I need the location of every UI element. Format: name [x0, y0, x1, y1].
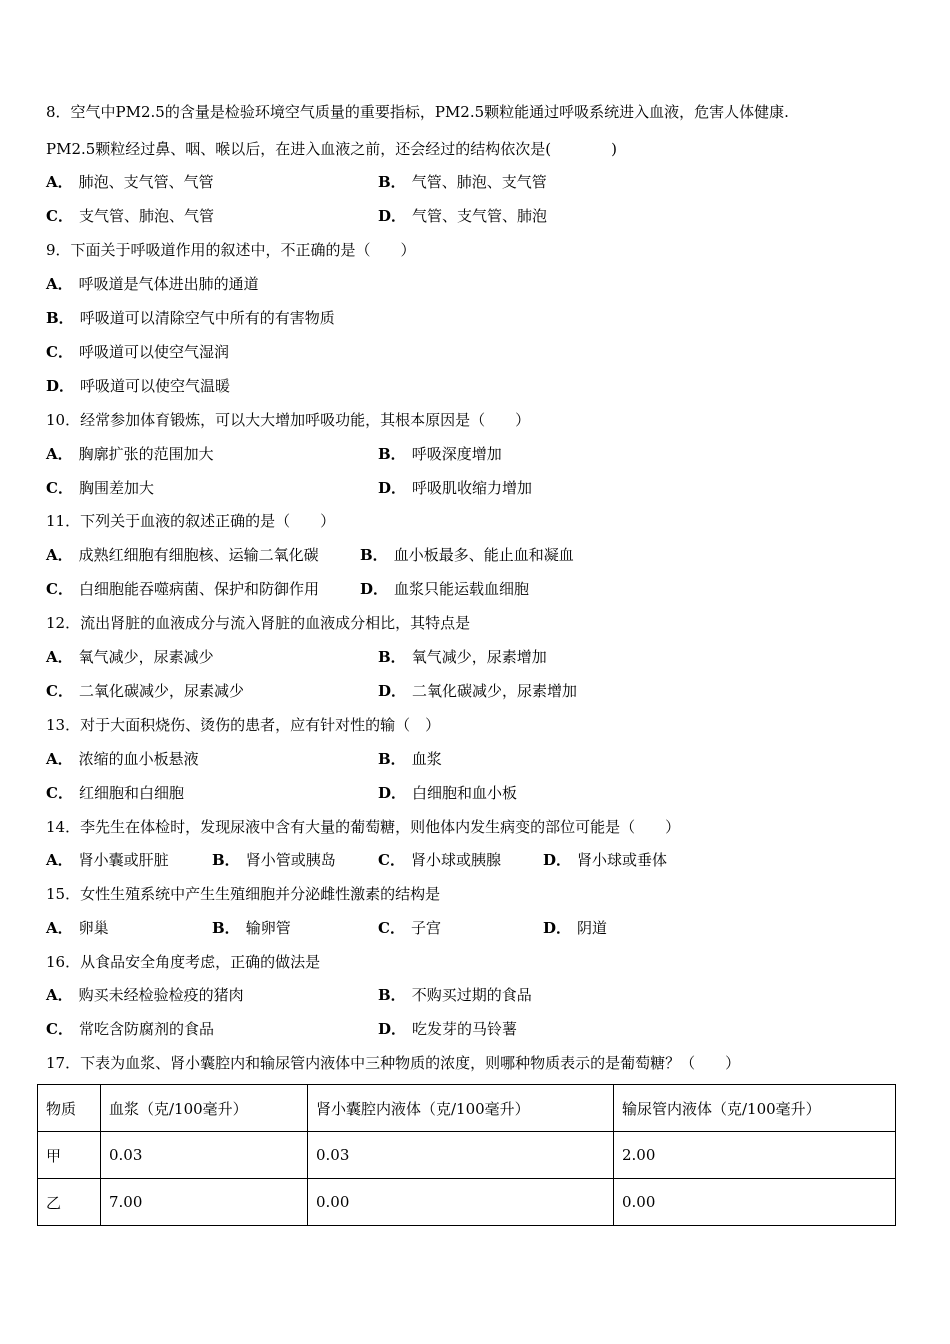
question-14-option-b[interactable] [212, 850, 336, 870]
option-text: 肺泡、支气管、气管 [78, 173, 214, 191]
question-10-option-d[interactable] [378, 478, 532, 498]
question-8-stem-line-2: PM2.5颗粒经过鼻、咽、喉以后，在进入血液之前，还会经过的结构依次是( ) [46, 140, 618, 158]
option-label: C． [46, 682, 73, 700]
question-15-option-b[interactable] [212, 918, 291, 938]
option-text: 血浆只能运载血细胞 [394, 580, 530, 598]
question-13-option-a[interactable] [46, 749, 199, 769]
option-label: D． [378, 1020, 407, 1038]
option-label: C． [46, 784, 73, 802]
question-16-option-d[interactable] [378, 1019, 517, 1039]
question-14-option-a[interactable] [46, 850, 169, 870]
concentration-table [37, 1084, 896, 1226]
table-cell: 0.03 [101, 1132, 308, 1179]
table-header-cell: 物质 [38, 1085, 101, 1132]
option-text: 呼吸肌收缩力增加 [412, 479, 533, 497]
table-cell: 甲 [38, 1132, 101, 1179]
question-11-option-b[interactable] [360, 545, 574, 565]
option-label: C． [46, 479, 73, 497]
table-cell: 2.00 [614, 1132, 896, 1179]
option-label: D． [46, 377, 75, 395]
question-8-option-d[interactable] [378, 206, 547, 226]
option-label: A． [46, 919, 73, 937]
option-label: B． [378, 173, 406, 191]
option-text: 购买未经检验检疫的猪肉 [78, 986, 244, 1004]
question-9-option-b[interactable] [46, 308, 335, 328]
option-label: C． [46, 1020, 73, 1038]
option-text: 常吃含防腐剂的食品 [78, 1020, 214, 1038]
option-label: A． [46, 173, 73, 191]
option-label: A． [46, 275, 73, 293]
question-13-option-b[interactable] [378, 749, 442, 769]
question-11-option-a[interactable] [46, 545, 319, 565]
question-16-option-a[interactable] [46, 985, 244, 1005]
question-11-option-d[interactable] [360, 579, 529, 599]
option-text: 红细胞和白细胞 [78, 784, 184, 802]
question-13-stem: 13．对于大面积烧伤、烫伤的患者，应有针对性的输（ ） [46, 716, 441, 734]
option-text: 氧气减少，尿素增加 [411, 648, 547, 666]
option-text: 气管、肺泡、支气管 [411, 173, 547, 191]
option-label: B． [378, 445, 406, 463]
question-9-option-a[interactable] [46, 274, 259, 294]
option-label: B． [378, 986, 406, 1004]
question-10-option-c[interactable] [46, 478, 154, 498]
question-14-stem: 14．李先生在体检时，发现尿液中含有大量的葡萄糖，则他体内发生病变的部位可能是（ ） [46, 818, 681, 836]
question-8-stem-line-1: 8．空气中PM2.5的含量是检验环境空气质量的重要指标，PM2.5颗粒能通过呼吸系统进入血液，危害人体健康. [46, 103, 789, 121]
option-label: C． [378, 919, 405, 937]
question-9-stem: 9．下面关于呼吸道作用的叙述中，不正确的是（ ） [46, 241, 416, 259]
table-cell: 7.00 [101, 1179, 308, 1226]
table-header-cell: 血浆（克/100毫升） [101, 1085, 308, 1132]
option-text: 支气管、肺泡、气管 [78, 207, 214, 225]
option-text: 肾小球或垂体 [577, 851, 668, 869]
question-11-option-c[interactable] [46, 579, 319, 599]
question-12-option-d[interactable] [378, 681, 577, 701]
option-text: 阴道 [577, 919, 608, 937]
question-8-option-c[interactable] [46, 206, 214, 226]
table-cell: 0.00 [614, 1179, 896, 1226]
option-label: A． [46, 445, 73, 463]
option-text: 血浆 [411, 750, 442, 768]
option-text: 卵巢 [78, 919, 109, 937]
option-text: 二氧化碳减少，尿素增加 [412, 682, 578, 700]
option-label: D． [543, 919, 572, 937]
question-15-option-d[interactable] [543, 918, 607, 938]
option-label: D． [378, 207, 407, 225]
question-14-option-d[interactable] [543, 850, 667, 870]
table-cell: 0.03 [308, 1132, 614, 1179]
option-label: B． [212, 851, 240, 869]
option-label: C． [378, 851, 405, 869]
option-text: 血小板最多、能止血和凝血 [393, 546, 574, 564]
option-label: A． [46, 750, 73, 768]
option-text: 呼吸道可以清除空气中所有的有害物质 [79, 309, 335, 327]
option-label: B． [378, 750, 406, 768]
option-text: 不购买过期的食品 [411, 986, 532, 1004]
question-10-stem: 10．经常参加体育锻炼，可以大大增加呼吸功能，其根本原因是（ ） [46, 411, 531, 429]
option-label: D． [360, 580, 389, 598]
option-text: 呼吸道是气体进出肺的通道 [78, 275, 259, 293]
option-text: 二氧化碳减少，尿素减少 [78, 682, 244, 700]
option-text: 呼吸道可以使空气温暖 [80, 377, 231, 395]
option-text: 输卵管 [245, 919, 291, 937]
option-label: A． [46, 986, 73, 1004]
option-label: C． [46, 207, 73, 225]
question-8-option-b[interactable] [378, 172, 547, 192]
option-text: 肾小球或胰腺 [410, 851, 501, 869]
question-9-option-d[interactable] [46, 376, 230, 396]
option-text: 肾小管或胰岛 [245, 851, 336, 869]
option-label: D． [378, 682, 407, 700]
option-text: 浓缩的血小板悬液 [78, 750, 199, 768]
option-text: 呼吸深度增加 [411, 445, 502, 463]
question-16-option-c[interactable] [46, 1019, 214, 1039]
question-12-option-c[interactable] [46, 681, 244, 701]
option-text: 白细胞能吞噬病菌、保护和防御作用 [78, 580, 319, 598]
table-row [38, 1132, 896, 1179]
question-12-stem: 12．流出肾脏的血液成分与流入肾脏的血液成分相比，其特点是 [46, 614, 471, 632]
option-text: 气管、支气管、肺泡 [412, 207, 548, 225]
option-label: B． [46, 309, 74, 327]
table-cell: 乙 [38, 1179, 101, 1226]
option-label: A． [46, 546, 73, 564]
question-15-option-c[interactable] [378, 918, 441, 938]
question-15-option-a[interactable] [46, 918, 109, 938]
option-text: 子宫 [410, 919, 441, 937]
option-label: D． [378, 784, 407, 802]
option-label: A． [46, 851, 73, 869]
question-17-stem: 17．下表为血浆、肾小囊腔内和输尿管内液体中三种物质的浓度，则哪种物质表示的是葡萄糖？（ ） [46, 1054, 741, 1072]
option-text: 成熟红细胞有细胞核、运输二氧化碳 [78, 546, 319, 564]
question-10-option-a[interactable] [46, 444, 214, 464]
question-12-option-a[interactable] [46, 647, 214, 667]
option-label: B． [378, 648, 406, 666]
question-15-stem: 15．女性生殖系统中产生生殖细胞并分泌雌性激素的结构是 [46, 885, 441, 903]
table-header-cell: 输尿管内液体（克/100毫升） [614, 1085, 896, 1132]
question-8-option-a[interactable] [46, 172, 214, 192]
table-cell: 0.00 [308, 1179, 614, 1226]
question-14-option-c[interactable] [378, 850, 501, 870]
option-text: 吃发芽的马铃薯 [412, 1020, 518, 1038]
option-text: 白细胞和血小板 [412, 784, 518, 802]
table-header-row [38, 1085, 896, 1132]
question-13-option-c[interactable] [46, 783, 184, 803]
option-label: B． [360, 546, 388, 564]
option-text: 肾小囊或肝脏 [78, 851, 169, 869]
option-text: 胸廓扩张的范围加大 [78, 445, 214, 463]
question-11-stem: 11．下列关于血液的叙述正确的是（ ） [46, 512, 336, 530]
option-text: 胸围差加大 [78, 479, 154, 497]
option-label: C． [46, 343, 73, 361]
option-label: D． [543, 851, 572, 869]
question-16-stem: 16．从食品安全角度考虑，正确的做法是 [46, 953, 321, 971]
option-text: 氧气减少，尿素减少 [78, 648, 214, 666]
table-row [38, 1179, 896, 1226]
option-text: 呼吸道可以使空气湿润 [78, 343, 229, 361]
question-9-option-c[interactable] [46, 342, 229, 362]
option-label: D． [378, 479, 407, 497]
question-16-option-b[interactable] [378, 985, 532, 1005]
option-label: C． [46, 580, 73, 598]
option-label: A． [46, 648, 73, 666]
question-10-option-b[interactable] [378, 444, 502, 464]
question-12-option-b[interactable] [378, 647, 547, 667]
table-header-cell: 肾小囊腔内液体（克/100毫升） [308, 1085, 614, 1132]
question-13-option-d[interactable] [378, 783, 517, 803]
option-label: B． [212, 919, 240, 937]
